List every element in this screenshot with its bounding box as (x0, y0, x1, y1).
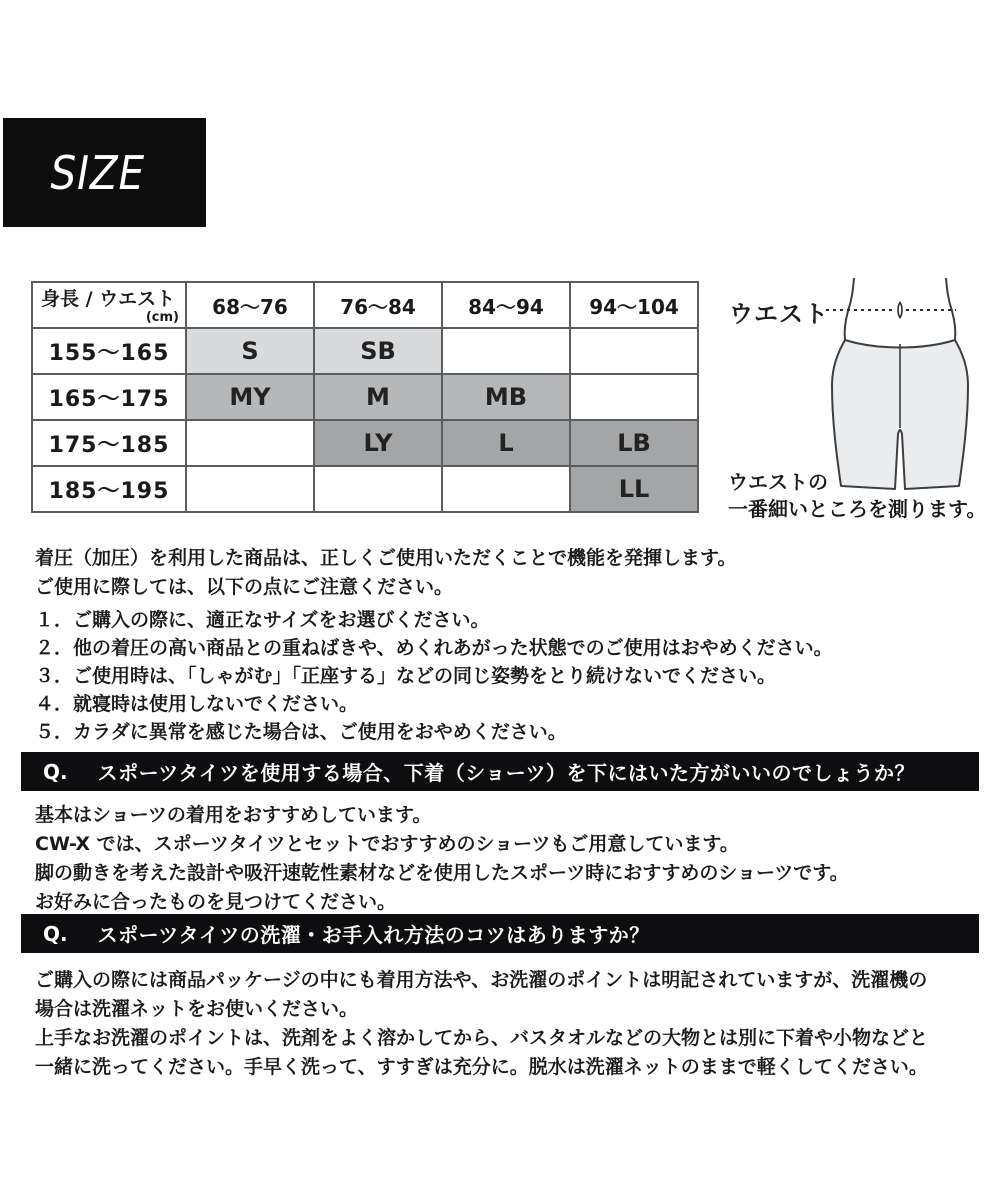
size-cell: MB (442, 374, 570, 420)
faq-answer-line: 場合は洗濯ネットをお使いください。 (35, 998, 359, 1020)
faq-answer (35, 966, 928, 1082)
size-cell: S (186, 328, 314, 374)
waist-column-header: 68〜76 (186, 282, 314, 328)
waist-caption-line: 一番細いところを測ります。 (728, 497, 987, 521)
size-cell: MY (186, 374, 314, 420)
size-chart-table (31, 281, 699, 513)
list-item: ５．カラダに異常を感じた場合は、ご使用をおやめください。 (35, 721, 567, 743)
size-cell: SB (314, 328, 442, 374)
height-waist-corner-cell (32, 282, 186, 328)
faq-answer-line: 一緒に洗ってください。手早く洗って、すすぎは充分に。脱水は洗濯ネットのままで軽くしてください。 (35, 1056, 928, 1078)
faq-answer-line: 脚の動きを考えた設計や吸汗速乾性素材などを使用したスポーツ時におすすめのショーツです。 (35, 862, 849, 884)
q-label: Q. (43, 921, 68, 946)
corner-label: 身長 / ウエスト (41, 287, 176, 310)
size-banner-title: SIZE (50, 145, 145, 200)
usage-intro-line: ご使用に際しては、以下の点にご注意ください。 (35, 576, 454, 598)
corner-unit: (cm) (145, 309, 179, 325)
faq-answer-line: 基本はショーツの着用をおすすめしています。 (35, 804, 432, 826)
height-row-label: 165〜175 (32, 374, 186, 420)
height-row-label: 185〜195 (32, 466, 186, 512)
usage-intro-line: 着圧（加圧）を利用した商品は、正しくご使用いただくことで機能を発揮します。 (35, 547, 737, 569)
size-cell: M (314, 374, 442, 420)
waist-caption-line: ウエストの (728, 470, 828, 494)
table-row (32, 328, 698, 374)
table-row (32, 466, 698, 512)
waist-column-header: 94〜104 (570, 282, 698, 328)
table-row (32, 374, 698, 420)
size-cell (186, 466, 314, 512)
size-cell: LL (570, 466, 698, 512)
faq-answer-line: お好みに合ったものを見つけてください。 (35, 891, 397, 913)
waist-column-header: 76〜84 (314, 282, 442, 328)
size-banner (3, 118, 206, 227)
faq-question-bar (21, 914, 979, 953)
table-row (32, 420, 698, 466)
size-cell: LB (570, 420, 698, 466)
waist-column-header: 84〜94 (442, 282, 570, 328)
waist-tights-illustration (818, 276, 996, 491)
usage-caution-list (35, 606, 833, 746)
list-item: ３．ご使用時は、「しゃがむ」「正座する」などの同じ姿勢をとり続けないでください。 (35, 665, 777, 687)
usage-intro (35, 544, 736, 602)
faq-answer-line: ご購入の際には商品パッケージの中にも着用方法や、お洗濯のポイントは明記されていますが、洗濯機の (35, 969, 928, 991)
size-cell (570, 374, 698, 420)
faq-question-text: スポーツタイツの洗濯・お手入れ方法のコツはありますか？ (97, 923, 650, 947)
q-label: Q. (43, 759, 68, 784)
list-item: ４．就寝時は使用しないでください。 (35, 693, 359, 715)
faq-answer (35, 801, 849, 917)
size-chart-header-row (32, 282, 698, 328)
size-cell (570, 328, 698, 374)
size-cell (314, 466, 442, 512)
size-cell (442, 328, 570, 374)
navel-marker-icon (898, 303, 902, 318)
list-item: ２．他の着圧の高い商品との重ねばきや、めくれあがった状態でのご使用はおやめください。 (35, 637, 833, 659)
faq-question-bar (21, 752, 979, 791)
waist-caption (728, 469, 986, 523)
faq-question-text: スポーツタイツを使用する場合、下着（ショーツ）を下にはいた方がいいのでしょうか？ (97, 761, 916, 785)
size-cell (442, 466, 570, 512)
waist-measure-label: ウエスト (729, 300, 829, 328)
height-row-label: 155〜165 (32, 328, 186, 374)
faq-answer-line: CW-X では、スポーツタイツとセットでおすすめのショーツもご用意しています。 (35, 833, 739, 855)
size-cell: LY (314, 420, 442, 466)
size-cell: L (442, 420, 570, 466)
list-item: １．ご購入の際に、適正なサイズをお選びください。 (35, 609, 490, 631)
size-cell (186, 420, 314, 466)
height-row-label: 175〜185 (32, 420, 186, 466)
faq-answer-line: 上手なお洗濯のポイントは、洗剤をよく溶かしてから、バスタオルなどの大物とは別に下着や小物などと (35, 1027, 929, 1049)
